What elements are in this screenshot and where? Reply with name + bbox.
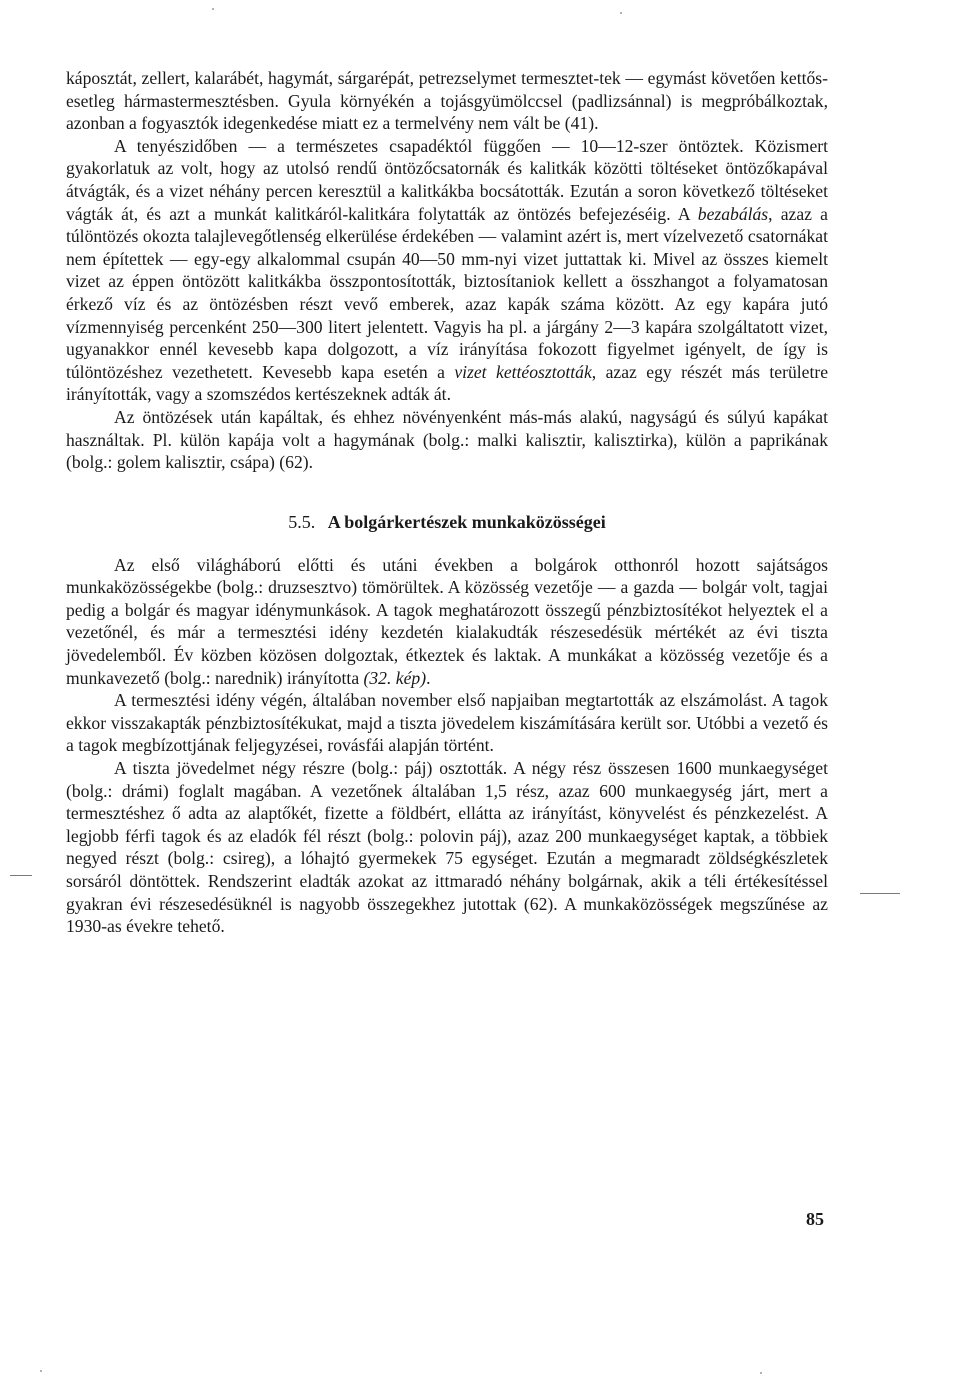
paragraph-text: A tiszta jövedelmet négy részre (bolg.: páj) osztották. A négy rész összesen 1600 munkaegységet (bolg.: drámi) foglalt magában. A vezetőnek általában 1,5 rész, azaz 600 munkaegység járt, mert a termesztéshez ő adta az alaptőkét, fizette a földbért, ellátta az irányítást, könyvelést és pénzkezelést. A legjobb férfi tagok és az eladók fél részt (bolg.: polovin páj), azaz 200 munkaegységet kaptak, a többiek negyed részt (bolg.: csireg), a lóhajtó gyermekek 75 egységet. Ezután a megmaradt zöldségkészletek sorsáról döntöttek. Rendszerint eladták azokat az ittmaradó néhány bolgárnak, akik a téli értékesítéssel gyakran évi részesedésüknél is nagyobb összegekhez jutottak (62). A munkaközösségek megszűnése az 1930-as évekre tehető. xyxy=(66,758,828,937)
paragraph-text: . xyxy=(426,667,431,688)
paragraph-p5 xyxy=(66,689,828,757)
section-number: 5.5. xyxy=(288,511,316,532)
paragraph-text: A termesztési idény végén, általában november első napjaiban megtartották az elszámolást. A tagok ekkor visszakapták pénzbiztosítékukat, majd a tiszta jövedelem kiszámítására került sor. Utóbbi a vezető és a tagok megbízottjának feljegyzései, rovásfái alapján történt. xyxy=(66,690,828,756)
paragraph-p6 xyxy=(66,757,828,938)
italic-term: (32. kép) xyxy=(363,667,427,688)
text-block-after-heading xyxy=(66,554,828,938)
scan-mark-right xyxy=(860,893,900,894)
italic-term: bezabálás xyxy=(697,203,769,224)
paragraph-p1 xyxy=(66,67,828,135)
scan-speck xyxy=(40,1370,42,1372)
paragraph-text: Az első világháború előtti és utáni években a bolgárok otthonról hozott sajátságos munkaközösségekbe (bolg.: druzsesztvo) tömörültek. A közösség vezetője — a gazda — bolgár volt, tagjai pedig a bolgár és magyar idénymunkások. A tagok meghatározott összegű pénzbiztosítékot helyeztek el a vezetőnél, és már a termesztési idény kezdetén kialakudták részesedésük mértékét az évi tiszta jövedelemből. Év közben közösen dolgoztak, étkeztek és laktak. A munkákat a közösség vezetője és a munkavezető (bolg.: narednik) irányította xyxy=(66,554,828,688)
paragraph-text: , azaz a túlöntözés okozta talajlevegőtlenség elkerülése érdekében — valamint azért is, mert vízelvezető csatornákat nem építettek — egy-egy alkalommal csupán 40—50 mm-nyi vizet juttattak ki. Mivel az összes kiemelt vizet az éppen öntözött kalitkákba összpontosították, biztosítaniok kellett a összhangot a folyamatosan érkező víz és az öntözésben részt vevő emberek, azaz kapák száma között. Az egy kapára jutó vízmennyiség percenként 250—300 litert jelentett. Vagyis ha pl. a járgány 2—3 kapára szolgáltatott vizet, ugyanakkor ennél kevesebb kapa dolgozott, a víz irányítása fokozott figyelmet igényelt, de így is túlöntözéshez vezethetett. Kevesebb kapa esetén a xyxy=(66,203,828,382)
page-body xyxy=(66,67,828,938)
section-title: A bolgárkertészek munkaközösségei xyxy=(327,511,606,532)
text-block-before-heading xyxy=(66,67,828,474)
scan-speck xyxy=(620,12,622,14)
scan-speck xyxy=(760,1372,762,1374)
paragraph-p3 xyxy=(66,406,828,474)
scan-mark-left xyxy=(10,875,32,876)
section-heading xyxy=(66,510,828,534)
italic-term: vizet kettéosztották xyxy=(454,361,592,382)
paragraph-text: A tenyészidőben — a természetes csapadéktól függően — 10—12-szer öntöztek. Közismert gyakorlatuk az volt, hogy az utolsó rendű öntözőcsatornák és kalitkák közötti töltéseket öntözőkapával átvágták, és a vizet néhány percen keresztül a kalitkákba bocsátották. Ezután a soron következő töltéseket vágták át, és azt a munkát kalitkáról-kalitkára folytatták az öntözés befejezéséig. A xyxy=(66,135,828,224)
paragraph-p4 xyxy=(66,554,828,690)
scan-speck xyxy=(212,8,214,10)
paragraph-text: , azaz egy részét más területre irányították, vagy a szomszédos kertészeknek adták át. xyxy=(66,361,828,405)
page-number: 85 xyxy=(806,1209,824,1229)
paragraph-text: káposztát, zellert, kalarábét, hagymát, sárgarépát, petrezselymet termesztet-tek — egymást követően kettős- esetleg hármastermesztésben. Gyula környékén a tojásgyümölccsel (padlizsánnal) is megpróbálkoztak, azonban a fogyasztók idegenkedése miatt ez a termelvény nem vált be (41). xyxy=(66,68,828,134)
paragraph-p2 xyxy=(66,135,828,406)
paragraph-text: Az öntözések után kapáltak, és ehhez növényenként más-más alakú, nagyságú és súlyú kapákat használtak. Pl. külön kapája volt a hagymának (bolg.: malki kalisztir, kalisztirka), külön a paprikának (bolg.: golem kalisztir, csápa) (62). xyxy=(66,406,828,473)
